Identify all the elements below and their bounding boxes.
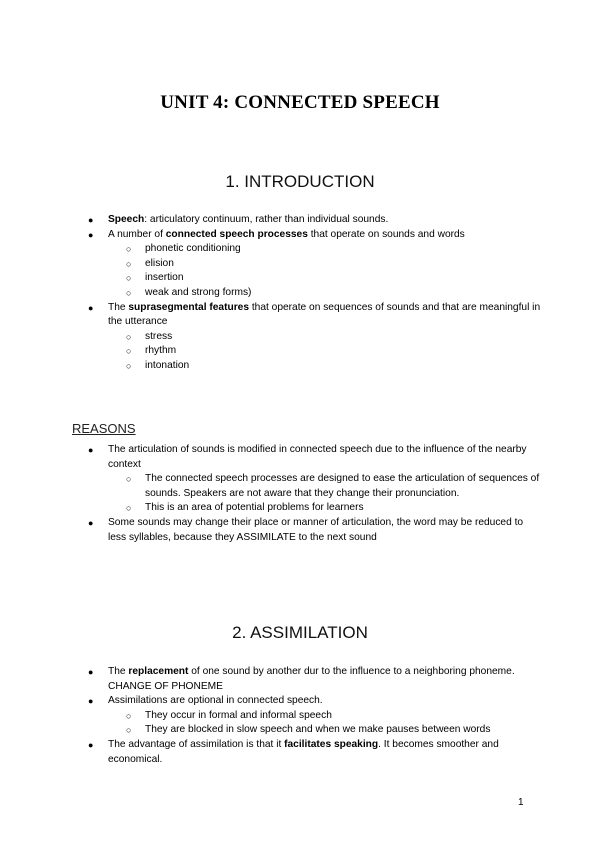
list-item: [72, 694, 542, 709]
bullet-icon: ●: [88, 302, 94, 313]
bullet-icon: ●: [88, 696, 94, 707]
circle-bullet-icon: ○: [126, 725, 132, 736]
assimilation-list: [72, 665, 542, 767]
circle-bullet-icon: ○: [126, 287, 132, 298]
sub-list-item: ○ This is an area of potential problems for learners: [72, 501, 542, 516]
circle-bullet-icon: ○: [126, 710, 132, 721]
sub-list-item: ○ rhythm: [72, 344, 542, 359]
list-item: [72, 665, 542, 694]
bold-term: suprasegmental features: [128, 301, 249, 313]
sub-list-item: ○ The connected speech processes are designed to ease the articulation of sequences of sounds. Speakers are not aware that they change their pronunciation.: [126, 473, 540, 499]
sub-list-item: ○ They are blocked in slow speech and when we make pauses between words: [72, 723, 542, 738]
list-item: [72, 443, 542, 472]
page-number: 1: [518, 797, 524, 808]
circle-bullet-icon: ○: [126, 244, 132, 255]
reasons-list: [72, 443, 542, 545]
item-text: . It becomes smoother and economical.: [108, 738, 499, 765]
bold-term: Speech: [108, 214, 145, 225]
item-text: The articulation of sounds is modified in connected speech due to the influence of the nearby context: [108, 444, 527, 470]
circle-bullet-icon: ○: [126, 346, 132, 357]
bullet-icon: ●: [88, 229, 94, 240]
item-text: The: [108, 301, 129, 313]
item-text: : articulatory continuum, rather than individual sounds.: [144, 214, 389, 225]
item-text: Assimilations are optional in connected speech.: [108, 695, 323, 707]
page-title: UNIT 4: CONNECTED SPEECH: [160, 92, 440, 113]
bullet-icon: ●: [88, 517, 94, 528]
item-text: that operate on sounds and words: [307, 228, 465, 240]
bold-term: facilitates speaking: [284, 738, 379, 750]
circle-bullet-icon: ○: [126, 273, 132, 284]
section-heading-assimilation: 2. ASSIMILATION: [232, 623, 368, 642]
sub-list-item: ○ elision: [72, 257, 542, 272]
bold-term: connected speech processes: [165, 228, 308, 240]
list-item: [72, 213, 542, 228]
bullet-icon: ●: [88, 667, 94, 677]
item-text: The: [108, 666, 129, 677]
list-item: [72, 738, 542, 767]
circle-bullet-icon: ○: [126, 258, 132, 269]
bullet-icon: ●: [88, 445, 94, 455]
sub-list-item: ○ stress: [72, 330, 542, 345]
circle-bullet-icon: ○: [126, 331, 132, 342]
circle-bullet-icon: ○: [126, 360, 132, 371]
item-text: that operate on sequences of sounds and that are meaningful in the utterance: [108, 301, 541, 328]
sub-list-item: ○ They occur in formal and informal speech: [72, 709, 542, 724]
section-heading-introduction: 1. INTRODUCTION: [225, 172, 375, 191]
sub-list-item: ○ weak and strong forms): [72, 286, 542, 301]
sub-list-item: ○ insertion: [72, 271, 542, 286]
circle-bullet-icon: ○: [126, 503, 132, 514]
sub-list-item: ○ intonation: [72, 359, 542, 374]
item-text: of one sound by another dur to the influence to a neighboring phoneme. CHANGE OF PHONEME: [108, 666, 515, 692]
bullet-icon: ●: [88, 739, 94, 750]
list-item: [72, 228, 542, 243]
bullet-icon: ●: [88, 215, 94, 225]
list-item: [72, 301, 542, 330]
item-text: A number of: [108, 228, 166, 240]
item-text: The advantage of assimilation is that it: [108, 738, 285, 750]
section-heading-reasons: REASONS: [72, 421, 136, 436]
bold-term: replacement: [128, 666, 189, 677]
item-text: Some sounds may change their place or manner of articulation, the word may be reduced to less syllables, because they ASSIMILATE to the next sound: [108, 516, 524, 543]
sub-list-item: ○ phonetic conditioning: [72, 242, 542, 257]
list-item: [72, 516, 542, 545]
circle-bullet-icon: ○: [126, 474, 132, 485]
introduction-list: [72, 213, 542, 374]
